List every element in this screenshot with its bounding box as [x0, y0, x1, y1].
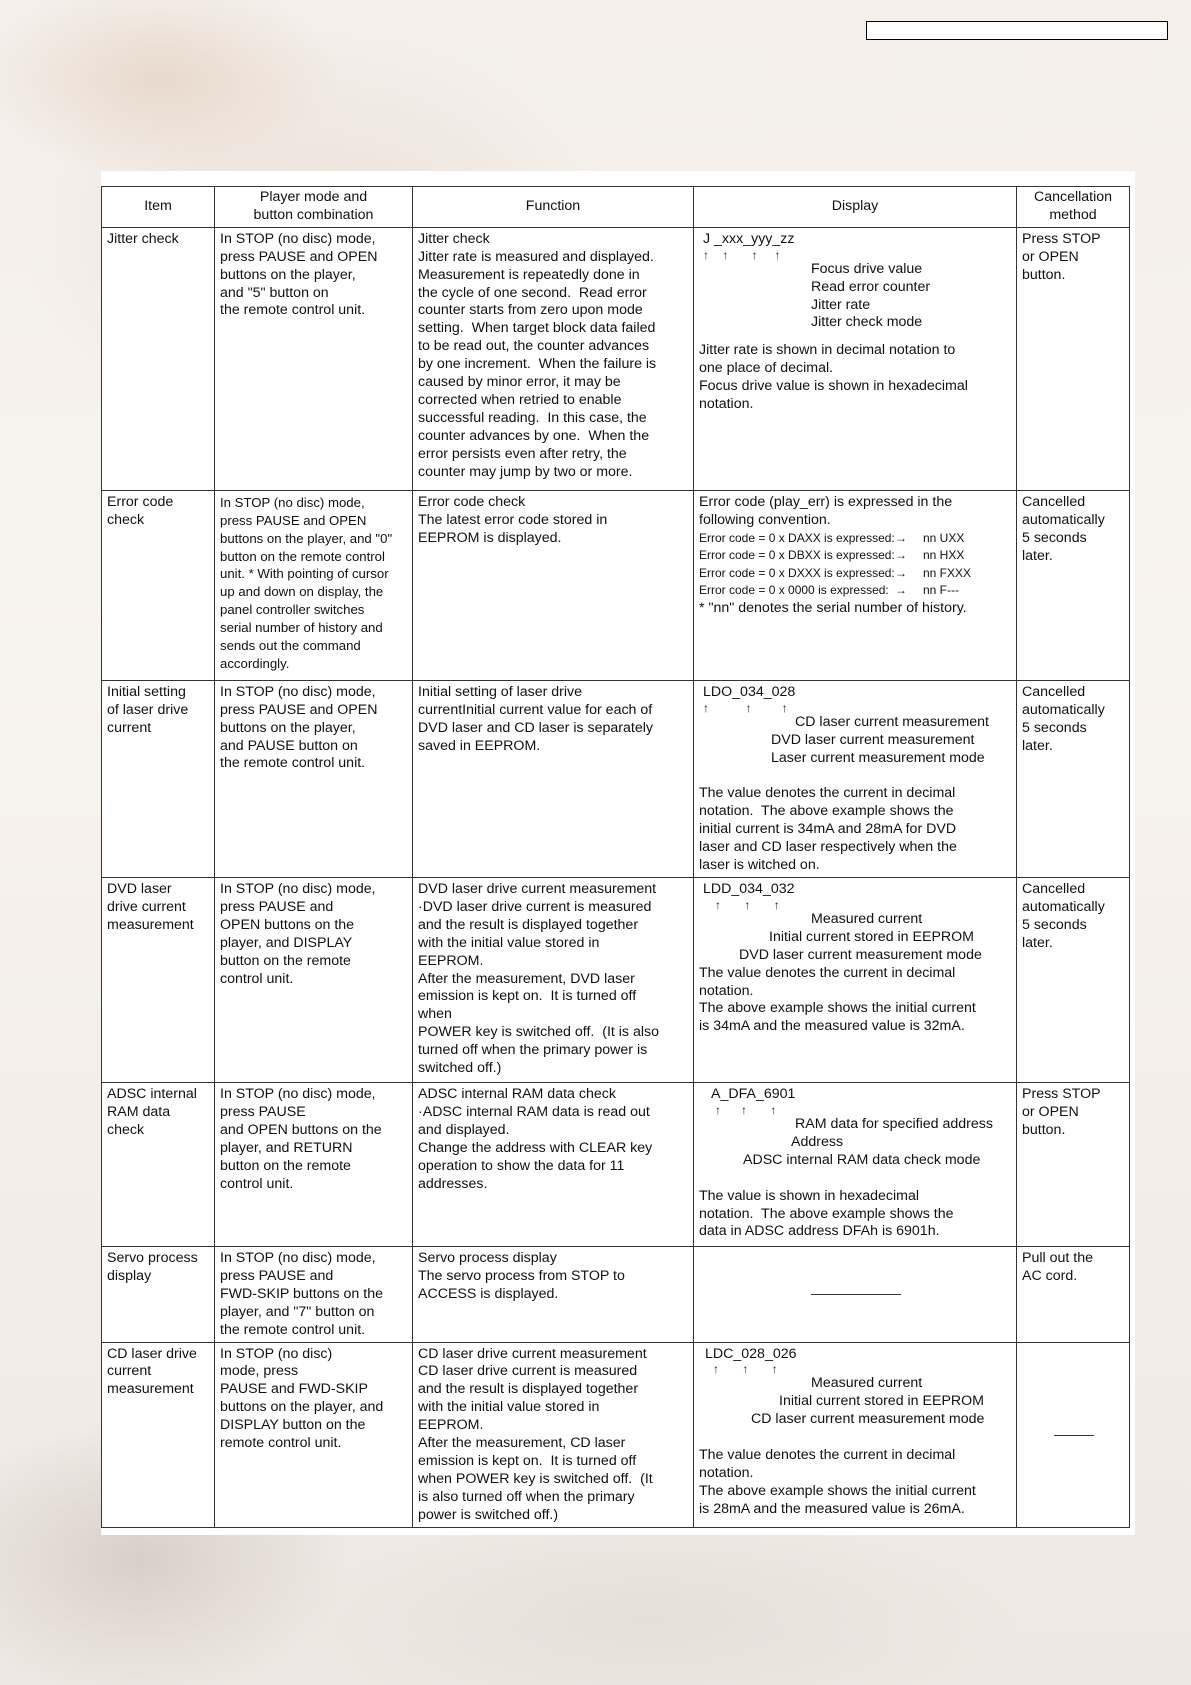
arrow-icon: → [895, 530, 907, 545]
display-cell: J _xxx_yyy_zz ↑ ↑ ↑ ↑ Focus drive value Read error counter Jitter rate Jitter check mode Jitter rate is shown in decimal notation to one place of decimal. Focus drive value is shown in hexadecimal notation. [694, 227, 1017, 490]
cancel-cell: Press STOP or OPEN button. [1017, 227, 1130, 490]
header-cancellation: Cancellation method [1017, 187, 1130, 228]
cancel-cell [1017, 1342, 1130, 1527]
header-item: Item [102, 187, 215, 228]
item-cell: Error code check [102, 490, 215, 680]
mode-cell: In STOP (no disc) mode, press PAUSE and OPEN buttons on the player, and DISPLAY button on the remote control unit. [215, 877, 413, 1082]
function-cell: Jitter check Jitter rate is measured and displayed. Measurement is repeatedly done in the cycle of one second. Read error counter starts from zero upon mode setting. When target block data failed to be read out, the counter advances by one increment. When the failure is caused by minor error, it may be corrected when retried to enable successful reading. In this case, the counter advances by one. When the error persists even after retry, the counter may jump by two or more. [413, 227, 694, 490]
pointer-arrows: ↑ ↑ ↑ ↑ [703, 247, 781, 262]
display-code: J _xxx_yyy_zz [703, 230, 795, 247]
table-row [102, 877, 1130, 1082]
table-row [102, 1082, 1130, 1246]
display-cell: LDD_034_032 ↑ ↑ ↑ Measured current Initial current stored in EEPROM DVD laser current measurement mode The value denotes the current in decimal notation. The above example shows the initial current is 34mA and the measured value is 32mA. [694, 877, 1017, 1082]
cancel-cell: Cancelled automatically 5 seconds later. [1017, 877, 1130, 1082]
function-cell: Error code check The latest error code stored in EEPROM is displayed. [413, 490, 694, 680]
display-code: LDD_034_032 [703, 880, 795, 897]
header-function: Function [413, 187, 694, 228]
mode-cell: In STOP (no disc) mode, press PAUSE and OPEN buttons on the player, and RETURN button on the remote control unit. [215, 1082, 413, 1246]
item-cell: DVD laser drive current measurement [102, 877, 215, 1082]
table-row [102, 1342, 1130, 1527]
function-cell: DVD laser drive current measurement ·DVD laser drive current is measured and the result is displayed together with the initial value stored in EEPROM. After the measurement, DVD laser emission is kept on. It is turned off when POWER key is switched off. (It is also turned off when the primary power is switched off.) [413, 877, 694, 1082]
table-row [102, 227, 1130, 490]
item-cell: CD laser drive current measurement [102, 1342, 215, 1527]
pointer-arrows: ↑ ↑ ↑ [703, 700, 788, 715]
function-cell: Servo process display The servo process from STOP to ACCESS is displayed. [413, 1246, 694, 1342]
cancel-cell: Press STOP or OPEN button. [1017, 1082, 1130, 1246]
item-cell: ADSC internal RAM data check [102, 1082, 215, 1246]
arrow-icon: → [895, 565, 907, 580]
mode-cell: In STOP (no disc) mode, press PAUSE and OPEN buttons on the player, and PAUSE button on the remote control unit. [215, 680, 413, 877]
arrow-icon: → [895, 583, 907, 598]
empty-display-dash [811, 1294, 901, 1295]
display-cell: LDC_028_026 ↑ ↑ ↑ Measured current Initial current stored in EEPROM CD laser current measurement mode The value denotes the current in decimal notation. The above example shows the initial current is 28mA and the measured value is 26mA. [694, 1342, 1017, 1527]
table-row [102, 490, 1130, 680]
header-player-mode: Player mode and button combination [215, 187, 413, 228]
item-cell: Initial setting of laser drive current [102, 680, 215, 877]
item-cell: Servo process display [102, 1246, 215, 1342]
service-mode-table [101, 186, 1130, 1528]
function-cell: Initial setting of laser drive currentInitial current value for each of DVD laser and CD laser is separately saved in EEPROM. [413, 680, 694, 877]
pointer-arrows: ↑ ↑ ↑ [715, 897, 780, 912]
header-display: Display [694, 187, 1017, 228]
display-cell: LDO_034_028 ↑ ↑ ↑ CD laser current measurement DVD laser current measurement Laser current measurement mode The value denotes the current in decimal notation. The above example shows the initial current is 34mA and 28mA for DVD laser and CD laser respectively when the laser is witched on. [694, 680, 1017, 877]
cancel-cell: Cancelled automatically 5 seconds later. [1017, 680, 1130, 877]
function-cell: ADSC internal RAM data check ·ADSC internal RAM data is read out and displayed. Change the address with CLEAR key operation to show the data for 11 addresses. [413, 1082, 694, 1246]
cancel-cell: Pull out the AC cord. [1017, 1246, 1130, 1342]
display-cell: Error code (play_err) is expressed in the following convention. Error code = 0 x DAXX is expressed: → nn UXX Error code = 0 x DBXX is expressed: → nn HXX Error code = 0 x DXXX is expressed: → nn FXXX Error code = 0 x 0000 is expressed: → nn F--- * "nn" denotes the serial number of history. [694, 490, 1017, 680]
display-code: LDC_028_026 [705, 1345, 797, 1362]
table-header-row [102, 187, 1130, 228]
error-code-list: Error code = 0 x DAXX is expressed: → nn UXX Error code = 0 x DBXX is expressed: → nn HXX Error code = 0 x DXXX is expressed: → nn FXXX Error code = 0 x 0000 is expressed: → nn F--- [699, 530, 1012, 600]
mode-cell: In STOP (no disc) mode, press PAUSE and FWD-SKIP buttons on the player, and "7" button on the remote control unit. [215, 1246, 413, 1342]
empty-cancel-dash [1054, 1435, 1094, 1436]
mode-cell: In STOP (no disc) mode, press PAUSE and FWD-SKIP buttons on the player, and DISPLAY button on the remote control unit. [215, 1342, 413, 1527]
pointer-arrows: ↑ ↑ ↑ [713, 1362, 778, 1377]
mode-cell: In STOP (no disc) mode, press PAUSE and OPEN buttons on the player, and "0" button on the remote control unit. * With pointing of cursor up and down on display, the panel controller switches serial number of history and sends out the command accordingly. [215, 490, 413, 680]
display-cell: A_DFA_6901 ↑ ↑ ↑ RAM data for specified address Address ADSC internal RAM data check mode The value is shown in hexadecimal notation. The above example shows the data in ADSC address DFAh is 6901h. [694, 1082, 1017, 1246]
mode-cell: In STOP (no disc) mode, press PAUSE and OPEN buttons on the player, and "5" button on the remote control unit. [215, 227, 413, 490]
display-code: LDO_034_028 [703, 683, 796, 700]
arrow-icon: → [895, 548, 907, 563]
function-cell: CD laser drive current measurement CD laser drive current is measured and the result is displayed together with the initial value stored in EEPROM. After the measurement, CD laser emission is kept on. It is turned off when POWER key is switched off. (It is also turned off when the primary power is switched off.) [413, 1342, 694, 1527]
table-row [102, 1246, 1130, 1342]
model-number-box [866, 21, 1168, 40]
display-code: A_DFA_6901 [711, 1085, 796, 1102]
display-cell [694, 1246, 1017, 1342]
cancel-cell: Cancelled automatically 5 seconds later. [1017, 490, 1130, 680]
pointer-arrows: ↑ ↑ ↑ [715, 1102, 777, 1117]
table-row [102, 680, 1130, 877]
item-cell: Jitter check [102, 227, 215, 490]
